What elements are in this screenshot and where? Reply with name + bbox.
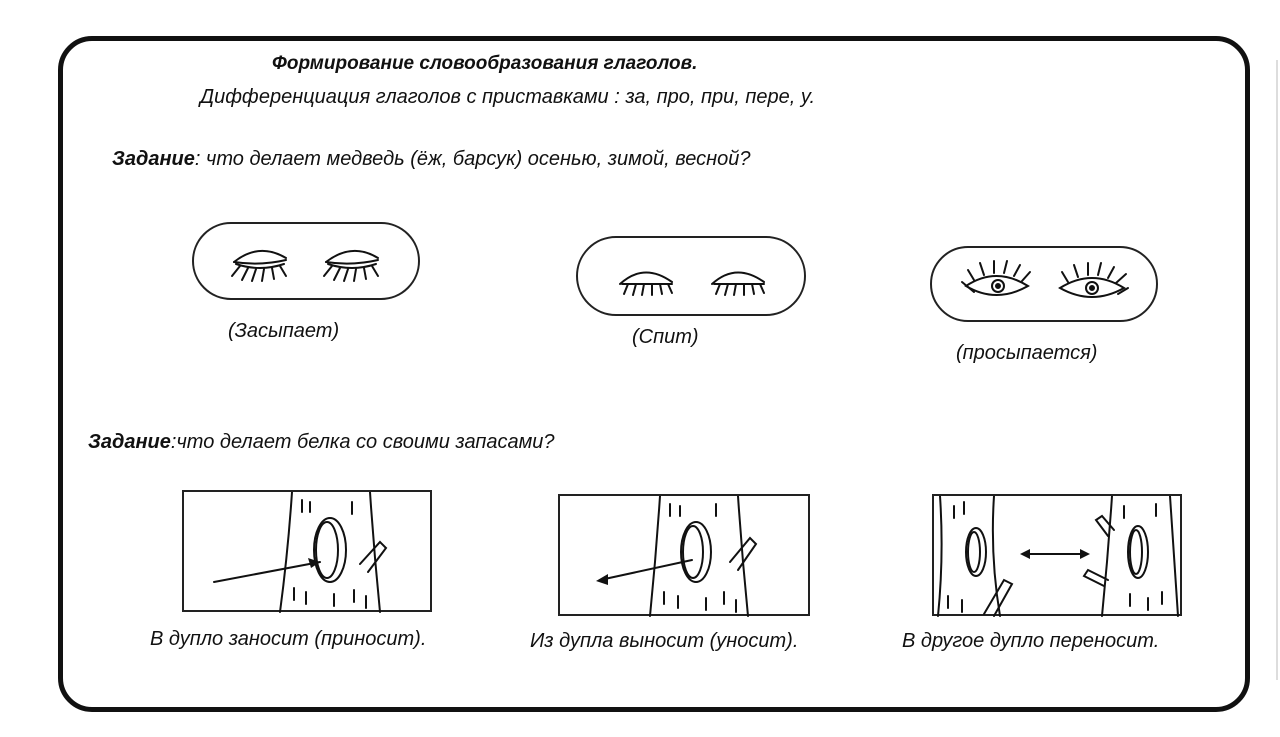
eyes-half-closed-icon (194, 224, 422, 302)
page-edge (1276, 60, 1278, 680)
scene-carry-in (182, 490, 432, 612)
eyes-closed-icon (578, 238, 808, 318)
task-1-prompt (112, 148, 750, 171)
caption-carries-out: Из дупла выносит (уносит). (530, 630, 799, 652)
eyes-open-icon (932, 248, 1160, 324)
worksheet-subtitle: Дифференциация глаголов с приставками : за, про, при, пере, у. (200, 86, 816, 108)
task-1-text: : что делает медведь (ёж, барсук) осенью, зимой, весной? (194, 148, 751, 170)
worksheet-title: Формирование словообразования глаголов. (272, 53, 698, 74)
caption-sleeps: (Спит) (632, 326, 699, 348)
tree-hollow-arrow-in-icon (184, 492, 434, 614)
caption-wakes-up: (просыпается) (956, 342, 1098, 364)
scene-carry-out (558, 494, 810, 616)
two-hollows-double-arrow-icon (934, 496, 1184, 618)
task-2-prompt (88, 431, 555, 454)
task-1-label: Задание (112, 148, 195, 170)
task-2-text: :что делает белка со своими запасами? (170, 431, 555, 453)
eyes-open-picture (930, 246, 1158, 322)
eyes-half-closed-picture (192, 222, 420, 300)
eyes-closed-picture (576, 236, 806, 316)
tree-hollow-arrow-out-icon (560, 496, 812, 618)
task-2-label: Задание (88, 431, 171, 453)
caption-falls-asleep: (Засыпает) (228, 320, 340, 342)
scene-carry-over (932, 494, 1182, 616)
caption-carries-in: В дупло заносит (приносит). (150, 628, 427, 650)
caption-carries-over: В другое дупло переносит. (902, 630, 1160, 652)
